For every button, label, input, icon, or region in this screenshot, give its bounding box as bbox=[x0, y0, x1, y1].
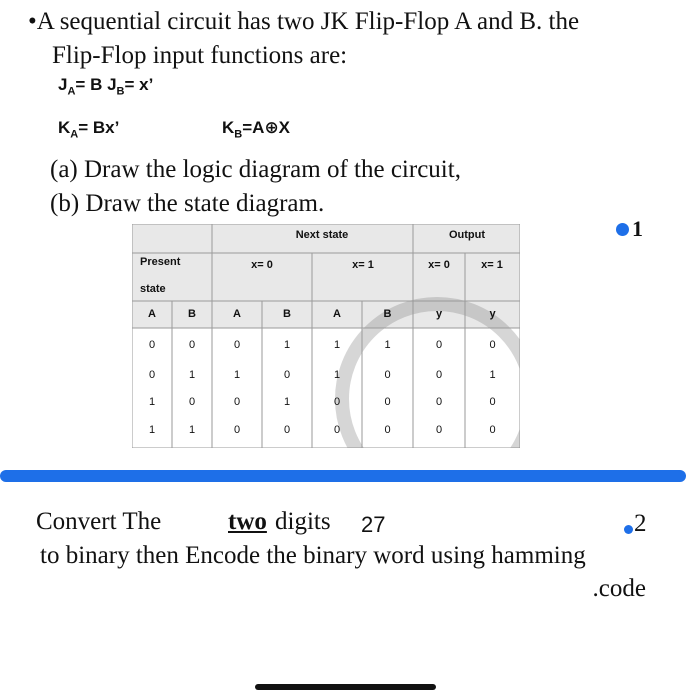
table-cell: 0 bbox=[384, 369, 391, 381]
table-cell: 1 bbox=[148, 396, 156, 408]
table-cell: 0 bbox=[188, 339, 196, 351]
table-cell: 1 bbox=[489, 369, 496, 381]
question2-line3: .code bbox=[592, 575, 646, 602]
table-cell: 0 bbox=[148, 339, 156, 351]
table-cell: 1 bbox=[333, 369, 341, 381]
home-indicator[interactable] bbox=[255, 684, 436, 690]
state-table-grid bbox=[132, 224, 520, 448]
part-a-text: (a) Draw the logic diagram of the circuit, bbox=[50, 156, 461, 183]
table-cell: 1 bbox=[283, 396, 291, 408]
bullet: • bbox=[28, 8, 37, 35]
col-label-next-x0-b: B bbox=[283, 308, 291, 320]
table-cell: 0 bbox=[435, 424, 443, 436]
table-cell: 0 bbox=[333, 396, 341, 408]
col-label-next-x1-b: B bbox=[383, 308, 392, 320]
table-cell: 0 bbox=[283, 424, 291, 436]
table-cell: 0 bbox=[435, 369, 443, 381]
equation-ka: $K_A= Bx$’ bbox=[58, 118, 120, 141]
table-cell: 0 bbox=[435, 339, 443, 351]
question2-number-value: 27 bbox=[361, 512, 386, 537]
table-cell: 0 bbox=[233, 424, 241, 436]
header-next-x0: x= 0 bbox=[251, 259, 273, 271]
state-table bbox=[132, 224, 520, 448]
equation-ja-jb: $J_A= B$ $J_B= x$’ bbox=[58, 75, 154, 98]
question2-line2: to binary then Encode the binary word using hamming bbox=[40, 542, 586, 569]
table-cell: 0 bbox=[384, 396, 391, 408]
header-output: Output bbox=[448, 229, 486, 241]
table-cell: 0 bbox=[384, 424, 391, 436]
table-cell: 1 bbox=[188, 369, 196, 381]
bullet-dot-icon bbox=[616, 223, 629, 236]
table-cell: 0 bbox=[489, 339, 496, 351]
part-b-text: (b) Draw the state diagram. bbox=[50, 190, 325, 217]
table-cell: 0 bbox=[333, 424, 341, 436]
table-cell: 1 bbox=[384, 339, 391, 351]
question2-text-two: two bbox=[228, 508, 267, 535]
table-cell: 1 bbox=[233, 369, 241, 381]
question1-number: 1 bbox=[632, 216, 643, 241]
question2-text-digits: digits bbox=[275, 508, 331, 535]
col-label-present-a: A bbox=[148, 308, 156, 320]
header-output-x0: x= 0 bbox=[428, 259, 450, 271]
table-cell: 0 bbox=[489, 424, 496, 436]
question1-text-line1: A sequential circuit has two JK Flip-Flop A and B. the bbox=[36, 8, 580, 35]
question1-line1 bbox=[28, 8, 579, 36]
question2-marker bbox=[624, 510, 647, 538]
table-cell: 0 bbox=[435, 396, 443, 408]
col-label-output-x0-y: y bbox=[435, 308, 443, 320]
table-cell: 1 bbox=[283, 339, 291, 351]
header-next-state: Next state bbox=[295, 229, 349, 241]
header-state: state bbox=[140, 283, 166, 295]
header-next-x1: x= 1 bbox=[352, 259, 374, 271]
bullet-dot-icon bbox=[624, 525, 633, 534]
question1-line2: Flip-Flop input functions are: bbox=[52, 42, 348, 69]
table-cell: 0 bbox=[489, 396, 496, 408]
question2-number: 2 bbox=[634, 510, 647, 537]
header-output-x1: x= 1 bbox=[481, 259, 503, 271]
section-divider bbox=[0, 470, 686, 482]
table-cell: 0 bbox=[283, 369, 291, 381]
question2-text-convert: Convert The bbox=[36, 508, 162, 535]
table-cell: 0 bbox=[233, 339, 241, 351]
table-cell: 0 bbox=[148, 369, 156, 381]
col-label-next-x0-a: A bbox=[233, 308, 241, 320]
col-label-next-x1-a: A bbox=[333, 308, 341, 320]
col-label-present-b: B bbox=[188, 308, 196, 320]
col-label-output-x1-y: y bbox=[489, 308, 496, 320]
header-present: Present bbox=[140, 256, 181, 268]
question1-marker bbox=[616, 216, 643, 242]
table-cell: 0 bbox=[188, 396, 196, 408]
table-cell: 0 bbox=[233, 396, 241, 408]
table-cell: 1 bbox=[188, 424, 196, 436]
table-cell: 1 bbox=[148, 424, 156, 436]
equation-kb: $K_B=A\oplus X$ bbox=[222, 118, 291, 141]
table-cell: 1 bbox=[333, 339, 341, 351]
